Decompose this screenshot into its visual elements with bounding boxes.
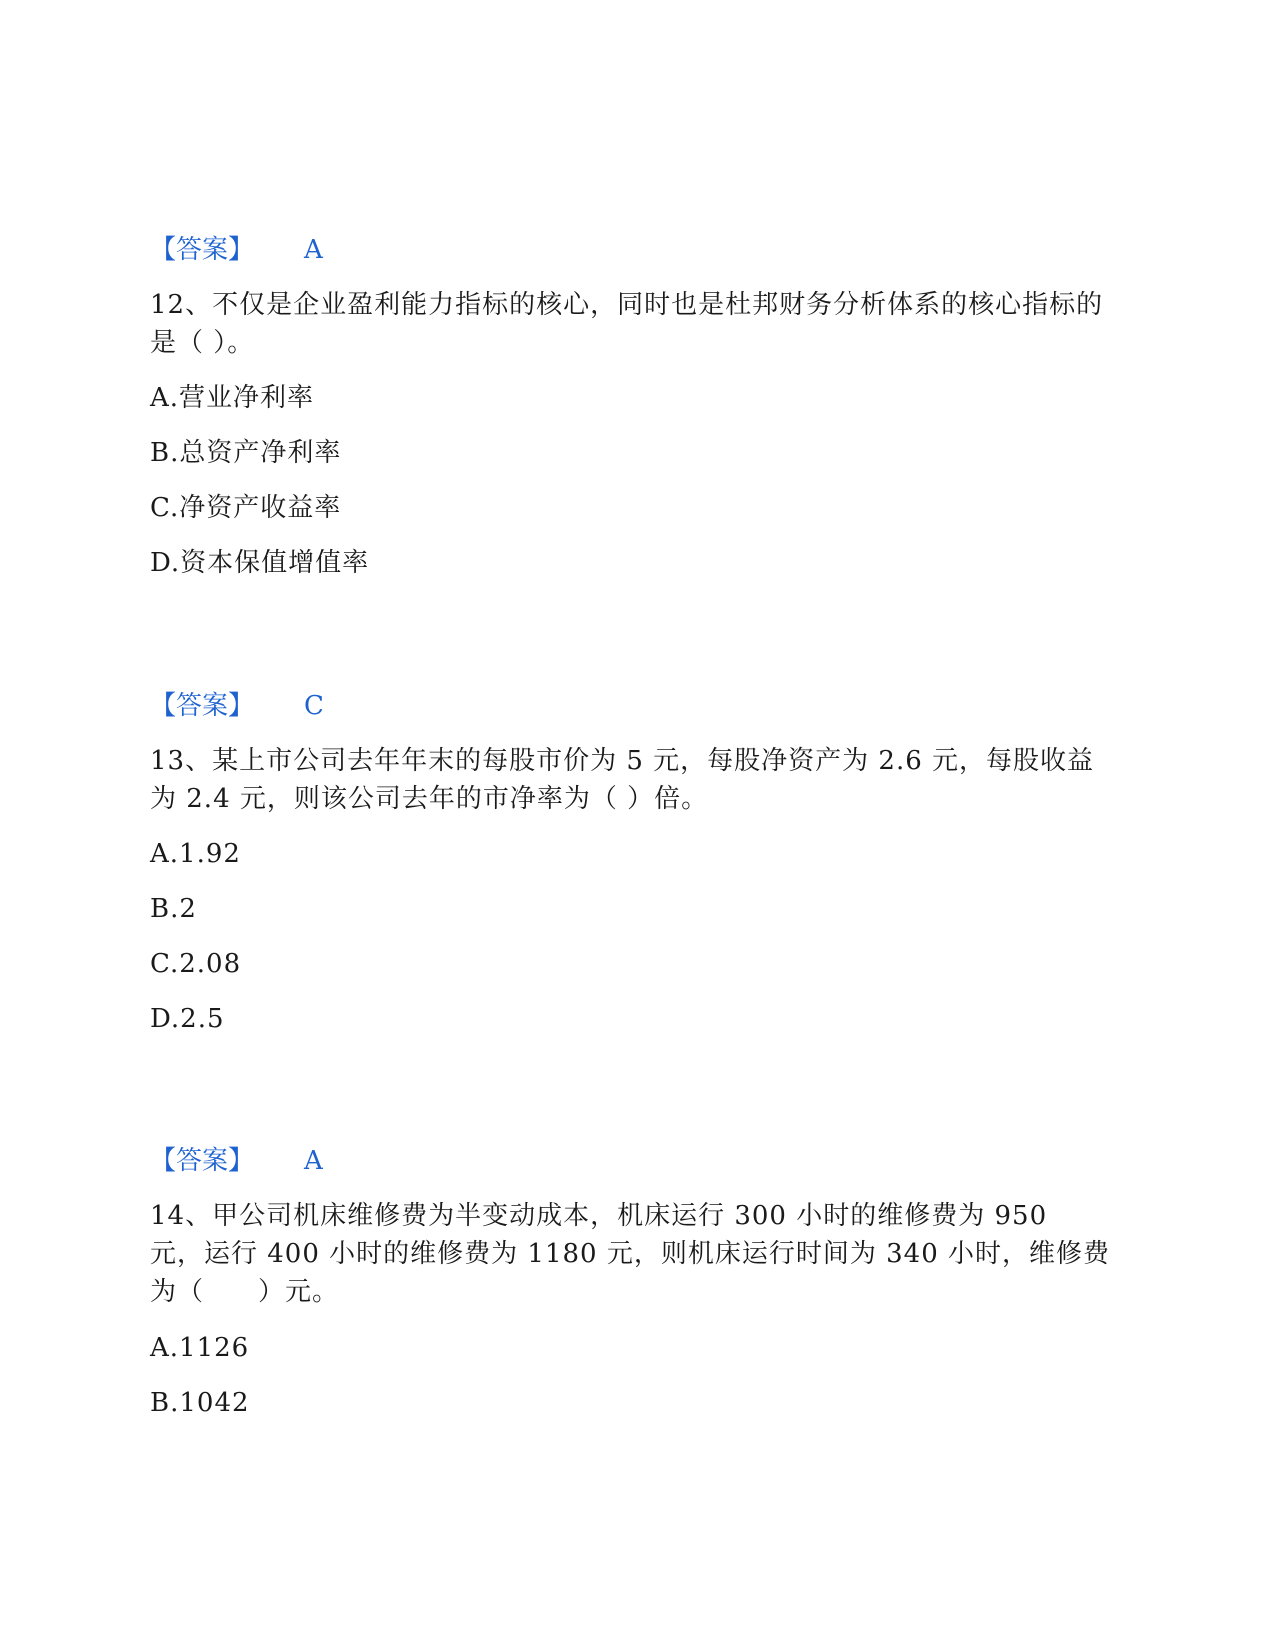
answer-label: 【答案】	[150, 1146, 255, 1176]
question-12-option-b: B.总资产净利率	[150, 438, 342, 468]
answer-row	[150, 234, 323, 266]
question-12-option-d: D.资本保值增值率	[150, 548, 370, 578]
answer-value: C	[304, 691, 324, 721]
question-14-option-b: B.1042	[150, 1388, 250, 1418]
question-14-option-a: A.1126	[150, 1333, 250, 1363]
answer-label: 【答案】	[150, 691, 255, 721]
question-13-text: 13、某上市公司去年年末的每股市价为 5 元，每股净资产为 2.6 元，每股收益为 2.4 元，则该公司去年的市净率为（ ）倍。	[150, 746, 1095, 814]
answer-row	[150, 690, 324, 722]
question-12-option-a: A.营业净利率	[150, 383, 315, 413]
question-13-option-b: B.2	[150, 894, 197, 924]
answer-row	[150, 1145, 323, 1177]
answer-value: A	[304, 235, 323, 265]
question-12-option-c: C.净资产收益率	[150, 493, 342, 523]
answer-label: 【答案】	[150, 235, 255, 265]
answer-value: A	[304, 1146, 323, 1176]
question-12-text: 12、不仅是企业盈利能力指标的核心，同时也是杜邦财务分析体系的核心指标的是（ ）。	[150, 290, 1104, 358]
question-14-text: 14、甲公司机床维修费为半变动成本，机床运行 300 小时的维修费为 950 元，运行 400 小时的维修费为 1180 元，则机床运行时间为 340 小时，维修费为（ ）元。	[150, 1201, 1111, 1307]
question-13-option-c: C.2.08	[150, 949, 242, 979]
question-13-option-d: D.2.5	[150, 1004, 225, 1034]
question-13-option-a: A.1.92	[150, 839, 241, 869]
